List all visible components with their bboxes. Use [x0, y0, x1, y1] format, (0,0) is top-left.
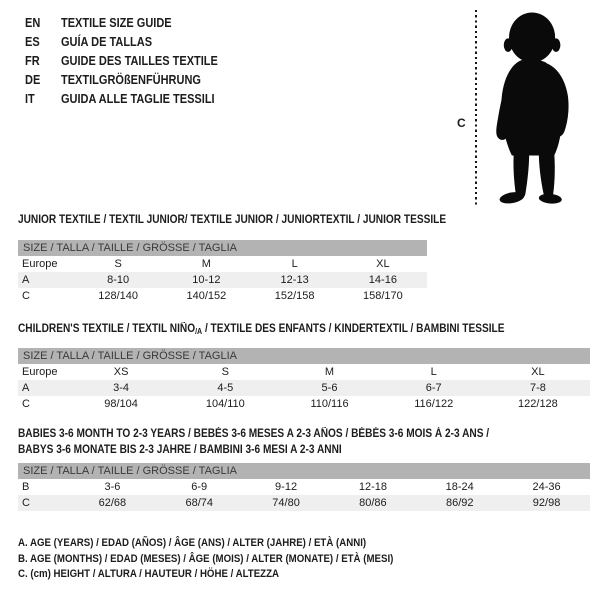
- size-header-row: [18, 348, 590, 364]
- children-title-prefix: CHILDREN'S TEXTILE / TEXTIL NIÑO: [18, 323, 196, 335]
- height-cell: 80/86: [359, 497, 387, 509]
- height-cell: 140/152: [186, 290, 227, 302]
- table-row: [18, 495, 590, 511]
- age-cell: 4-5: [217, 382, 234, 394]
- row-label: B: [22, 481, 30, 493]
- age-cell: 6-9: [191, 481, 208, 493]
- size-cell: M: [324, 366, 335, 378]
- lang-row-en: [25, 13, 239, 32]
- age-cell: 3-4: [113, 382, 130, 394]
- height-measure-figure: [448, 8, 593, 213]
- table-row: [18, 396, 590, 412]
- age-cell: 3-6: [104, 481, 121, 493]
- table-row: [18, 364, 590, 380]
- toddler-silhouette-icon: [486, 8, 582, 208]
- size-header-label: SIZE / TALLA / TAILLE / GRÖSSE / TAGLIA: [23, 350, 237, 362]
- row-label: A: [22, 382, 30, 394]
- size-cell: S: [114, 258, 122, 270]
- size-cell: L: [291, 258, 298, 270]
- lang-code: FR: [25, 53, 40, 68]
- height-cell: 122/128: [518, 398, 558, 410]
- age-cell: 14-16: [368, 274, 397, 286]
- age-cell: 5-6: [321, 382, 338, 394]
- size-cell: L: [430, 366, 437, 378]
- junior-size-table: [18, 240, 427, 304]
- height-cell: 98/104: [104, 398, 138, 410]
- size-header-row: [18, 240, 427, 256]
- children-size-table: [18, 348, 590, 412]
- age-cell: 12-18: [358, 481, 387, 493]
- children-title-suffix: / TEXTILE DES ENFANTS / KINDERTEXTIL / BAMBINI TESSILE: [202, 323, 505, 335]
- size-header-row: [18, 463, 590, 479]
- age-cell: 10-12: [192, 274, 221, 286]
- height-cell: 158/170: [362, 290, 403, 302]
- height-cell: 128/140: [98, 290, 138, 302]
- row-label: C: [22, 497, 30, 509]
- row-label: C: [22, 398, 30, 410]
- lang-row-it: [25, 89, 239, 108]
- height-dashed-line: [475, 10, 477, 206]
- lang-title: TEXTILE SIZE GUIDE: [61, 15, 172, 30]
- table-row: [18, 272, 427, 288]
- age-cell: 9-12: [275, 481, 298, 493]
- babies-table-title: [18, 426, 553, 458]
- lang-title: TEXTILGRÖßENFÜHRUNG: [61, 72, 201, 87]
- lang-title: GUIDE DES TAILLES TEXTILE: [61, 53, 218, 68]
- children-table-title: [18, 321, 571, 340]
- babies-size-table: [18, 463, 590, 511]
- height-cell: 110/116: [310, 398, 349, 410]
- size-cell: XL: [531, 366, 545, 378]
- lang-code: EN: [25, 15, 41, 30]
- height-cell: 74/80: [272, 497, 300, 509]
- babies-title-line1: BABIES 3-6 MONTH TO 2-3 YEARS / BEBÉS 3-6 MESES A 2-3 AÑOS / BÉBÉS 3-6 MOIS À 2-3 ANS /: [18, 428, 490, 440]
- height-cell: 104/110: [205, 398, 245, 410]
- lang-code: ES: [25, 34, 40, 49]
- children-title-subscript: /A: [195, 327, 203, 336]
- table-row: [18, 288, 427, 304]
- footnote-c: C. (cm) HEIGHT / ALTURA / HAUTEUR / HÖHE / ALTEZZA: [18, 568, 280, 580]
- table-row: [18, 479, 590, 495]
- age-cell: 8-10: [107, 274, 130, 286]
- language-list: [25, 13, 239, 108]
- age-cell: 6-7: [425, 382, 442, 394]
- height-cell: 152/158: [274, 290, 315, 302]
- height-cell: 86/92: [445, 497, 474, 509]
- height-cell: 62/68: [98, 497, 127, 509]
- row-label: Europe: [22, 258, 58, 270]
- age-cell: 18-24: [445, 481, 474, 493]
- lang-title: GUÍA DE TALLAS: [61, 34, 153, 49]
- age-cell: 12-13: [280, 274, 309, 286]
- row-label: A: [22, 274, 30, 286]
- table-row: [18, 380, 590, 396]
- age-cell: 24-36: [532, 481, 561, 493]
- babies-title-line2: BABYS 3-6 MONATE BIS 2-3 JAHRE / BAMBINI 3-6 MESI A 2-3 ANNI: [18, 444, 342, 456]
- junior-table-title: [18, 212, 504, 228]
- footnote-b: B. AGE (MONTHS) / EDAD (MESES) / ÂGE (MOIS) / ALTER (MONATE) / ETÀ (MESI): [18, 552, 394, 565]
- row-label: C: [22, 290, 30, 302]
- lang-row-fr: [25, 51, 239, 70]
- row-label: Europe: [22, 366, 58, 378]
- size-header-label: SIZE / TALLA / TAILLE / GRÖSSE / TAGLIA: [23, 465, 237, 477]
- height-cell: 116/122: [414, 398, 454, 410]
- size-cell: S: [221, 366, 229, 378]
- lang-row-es: [25, 32, 239, 51]
- lang-code: IT: [25, 91, 35, 106]
- junior-table-title-text: JUNIOR TEXTILE / TEXTIL JUNIOR/ TEXTILE JUNIOR / JUNIORTEXTIL / JUNIOR TESSILE: [18, 214, 447, 226]
- height-c-label: C: [457, 116, 466, 130]
- table-row: [18, 256, 427, 272]
- lang-row-de: [25, 70, 239, 89]
- lang-title: GUIDA ALLE TAGLIE TESSILI: [61, 91, 215, 106]
- height-cell: 92/98: [532, 497, 561, 509]
- size-cell: XS: [113, 366, 129, 378]
- legend-footnotes: [18, 536, 445, 583]
- age-cell: 7-8: [529, 382, 546, 394]
- children-table-title-text: [18, 321, 504, 340]
- lang-code: DE: [25, 72, 41, 87]
- height-cell: 68/74: [185, 497, 213, 509]
- size-cell: XL: [376, 258, 390, 270]
- size-cell: M: [201, 258, 211, 270]
- footnote-a: A. AGE (YEARS) / EDAD (AÑOS) / ÂGE (ANS) / ALTER (JAHRE) / ETÀ (ANNI): [18, 537, 367, 549]
- size-header-label: SIZE / TALLA / TAILLE / GRÖSSE / TAGLIA: [23, 242, 237, 254]
